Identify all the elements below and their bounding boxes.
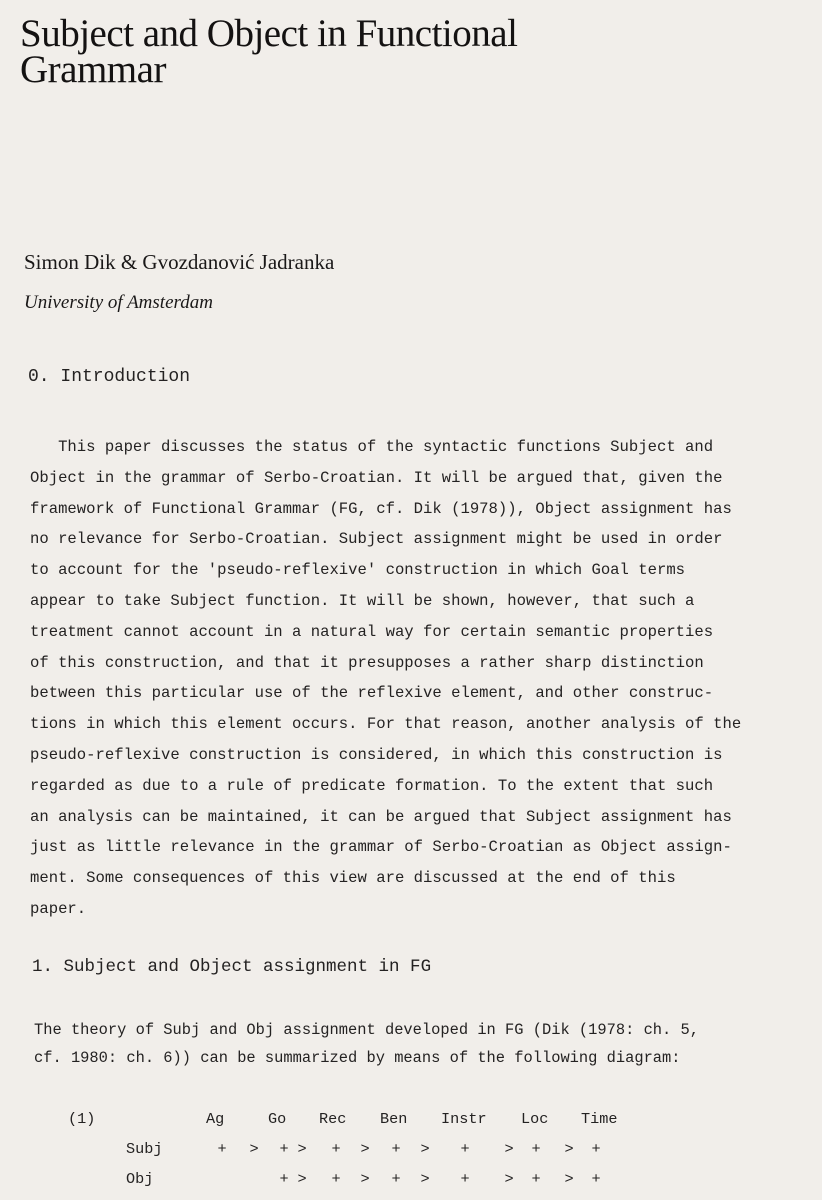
section-heading-subject-object: 1. Subject and Object assignment in FG [32,957,432,977]
paragraph-line: ment. Some consequences of this view are discussed at the end of this [30,869,676,888]
column-header: Ag [206,1110,225,1128]
obj-mark: + [531,1170,541,1188]
subj-mark: > [564,1140,574,1158]
column-header: Rec [319,1110,347,1128]
obj-mark: > [420,1170,430,1188]
paragraph-line: The theory of Subj and Obj assignment developed in FG (Dik (1978: ch. 5, [34,1021,699,1039]
subj-mark: > [504,1140,514,1158]
row-label-obj: Obj [126,1170,154,1188]
introduction-paragraph [30,432,810,925]
title-line-2: Grammar [20,48,166,91]
subj-mark: + [391,1140,401,1158]
paragraph-line: Object in the grammar of Serbo-Croatian. It will be argued that, given the [30,468,723,487]
example-number: (1) [68,1110,96,1128]
assignment-diagram [0,1100,822,1200]
paragraph-line: to account for the 'pseudo-reflexive' construction in which Goal terms [30,561,686,580]
obj-mark: > [360,1170,370,1188]
column-header: Loc [521,1110,549,1128]
column-header: Go [268,1110,287,1128]
paragraph-line: an analysis can be maintained, it can be argued that Subject assignment has [30,807,732,826]
paragraph-line: treatment cannot account in a natural way for certain semantic properties [30,622,714,641]
obj-mark: > [504,1170,514,1188]
paragraph-line: paper. [30,899,87,918]
theory-paragraph [34,1016,814,1072]
obj-mark: + [391,1170,401,1188]
paragraph-line: regarded as due to a rule of predicate formation. To the extent that such [30,776,714,795]
subj-mark: + [331,1140,341,1158]
authors: Simon Dik & Gvozdanović Jadranka [24,250,335,274]
subj-mark: + [217,1140,227,1158]
paragraph-line: pseudo-reflexive construction is considered, in which this construction is [30,745,723,764]
subj-mark: + [279,1140,289,1158]
obj-mark: + [279,1170,289,1188]
subj-mark: > [360,1140,370,1158]
subj-mark: > [420,1140,430,1158]
subj-mark: + [460,1140,470,1158]
subj-mark: + [591,1140,601,1158]
column-header: Ben [380,1110,408,1128]
section-heading-introduction: 0. Introduction [28,367,191,387]
column-header: Time [581,1110,618,1128]
paragraph-line: This paper discusses the status of the syntactic functions Subject and [30,438,714,456]
paper-title [20,12,518,91]
obj-mark: + [460,1170,470,1188]
paragraph-line: cf. 1980: ch. 6)) can be summarized by means of the following diagram: [34,1049,681,1067]
obj-mark: > [297,1170,307,1188]
paragraph-line: no relevance for Serbo-Croatian. Subject assignment might be used in order [30,530,723,549]
paragraph-line: just as little relevance in the grammar of Serbo-Croatian as Object assign- [30,838,732,857]
row-label-subj: Subj [126,1140,163,1158]
obj-mark: + [331,1170,341,1188]
paragraph-line: between this particular use of the reflexive element, and other construc- [30,684,714,703]
title-line-1: Subject and Object in Functional [20,12,518,55]
obj-mark: + [591,1170,601,1188]
paragraph-line: appear to take Subject function. It will be shown, however, that such a [30,591,695,610]
affiliation: University of Amsterdam [24,292,213,313]
paragraph-line: tions in which this element occurs. For that reason, another analysis of the [30,715,742,734]
obj-mark: > [564,1170,574,1188]
subj-mark: > [249,1140,259,1158]
paragraph-line: framework of Functional Grammar (FG, cf. Dik (1978)), Object assignment has [30,499,732,518]
subj-mark: + [531,1140,541,1158]
subj-mark: > [297,1140,307,1158]
paragraph-line: of this construction, and that it presupposes a rather sharp distinction [30,653,704,672]
column-header: Instr [441,1110,487,1128]
